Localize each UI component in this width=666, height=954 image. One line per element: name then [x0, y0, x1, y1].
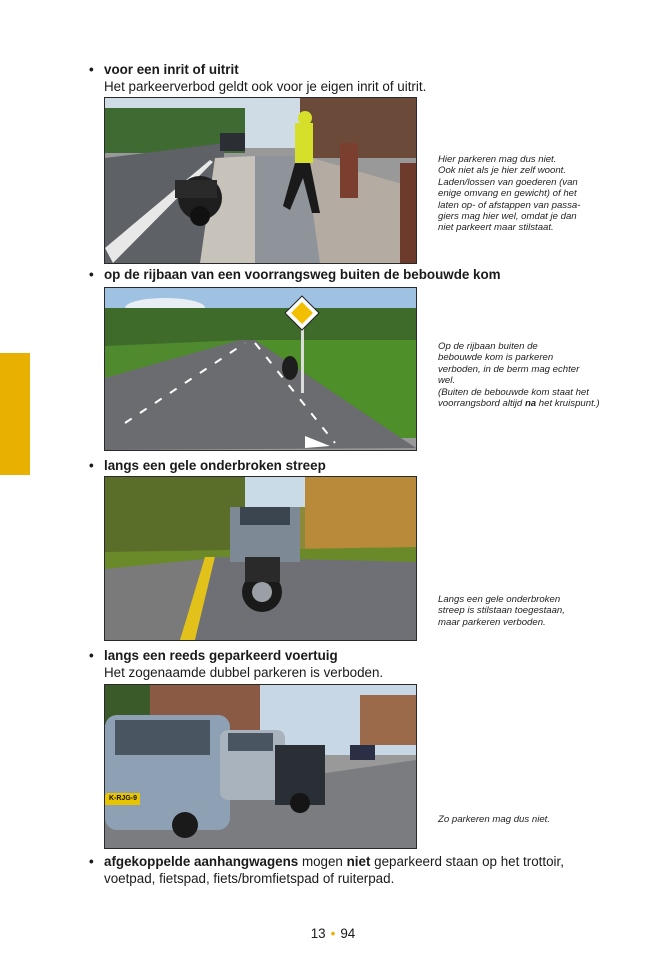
caption-line: verboden, in de berm mag echter: [438, 363, 580, 375]
caption-line: enige omvang en gewicht) of het: [438, 188, 577, 200]
caption-line: Op de rijbaan buiten de: [438, 341, 538, 352]
caption-line: wel.: [438, 375, 456, 387]
section-subtitle: Het parkeerverbod geldt ook voor je eigen inrit of uitrit.: [104, 79, 427, 94]
caption-line: bebouwde kom is parkeren: [438, 352, 554, 364]
bullet-double-parking: [104, 647, 383, 681]
bullet-trailers: [104, 853, 564, 887]
trailers-bold: afgekoppelde aanhangwagens: [104, 854, 299, 869]
caption-note-text: (Buiten de bebouwde kom staat het voorrangsbord altijd: [438, 386, 589, 410]
caption-yellow-line: [438, 594, 618, 628]
caption-note-bold: na: [524, 398, 537, 410]
trailers-line2: voetpad, fietspad, fiets/bromfietspad of ruiterpad.: [104, 871, 395, 886]
caption-line: Laden/lossen van goederen (van: [438, 176, 578, 188]
separator-dot: •: [330, 926, 336, 941]
caption-line: streep is stilstaan toegestaan,: [438, 605, 565, 617]
photo-yellow-line: [104, 476, 417, 641]
caption-line: giers mag hier wel, omdat je dan: [438, 211, 577, 223]
section-title: langs een reeds geparkeerd voertuig: [104, 648, 338, 663]
caption-line: niet parkeert maar stilstaat.: [438, 222, 554, 234]
trailers-not: niet: [346, 854, 371, 869]
photo-priority-road: [104, 287, 417, 451]
chapter-number: 13: [310, 926, 326, 941]
bullet-yellow-line: [104, 457, 326, 474]
caption-line: Zo parkeren mag dus niet.: [438, 814, 550, 825]
trailers-text: mogen: [298, 854, 347, 869]
page-footer: [0, 926, 666, 941]
section-subtitle: Het zogenaamde dubbel parkeren is verboden.: [104, 665, 384, 680]
caption-line: maar parkeren verboden.: [438, 616, 546, 628]
bullet-priority-road: [104, 266, 501, 283]
caption-line: Hier parkeren mag dus niet.: [438, 154, 557, 165]
section-title: voor een inrit of uitrit: [104, 62, 239, 77]
caption-line: Langs een gele onderbroken: [438, 594, 561, 605]
trailers-text-2: geparkeerd staan op het trottoir,: [370, 854, 564, 869]
caption-note: [438, 387, 618, 410]
section-title: op de rijbaan van een voorrangsweg buiten de bebouwde kom: [104, 267, 501, 282]
caption-line: Ook niet als je hier zelf woont.: [438, 165, 566, 177]
photo-driveway: [104, 97, 417, 264]
bullet-driveway: [104, 61, 426, 95]
caption-double-parking: [438, 814, 618, 825]
license-plate: K-RJG-9: [106, 793, 140, 805]
caption-driveway: [438, 154, 618, 234]
caption-priority-road: [438, 341, 618, 409]
section-title: langs een gele onderbroken streep: [104, 458, 326, 473]
photo-double-parking: [104, 684, 417, 849]
caption-note-text-end: het kruispunt.): [536, 398, 600, 410]
caption-line: laten op- of afstappen van passa-: [438, 199, 581, 211]
page-number: 94: [340, 926, 356, 941]
chapter-tab-marker: [0, 353, 30, 475]
